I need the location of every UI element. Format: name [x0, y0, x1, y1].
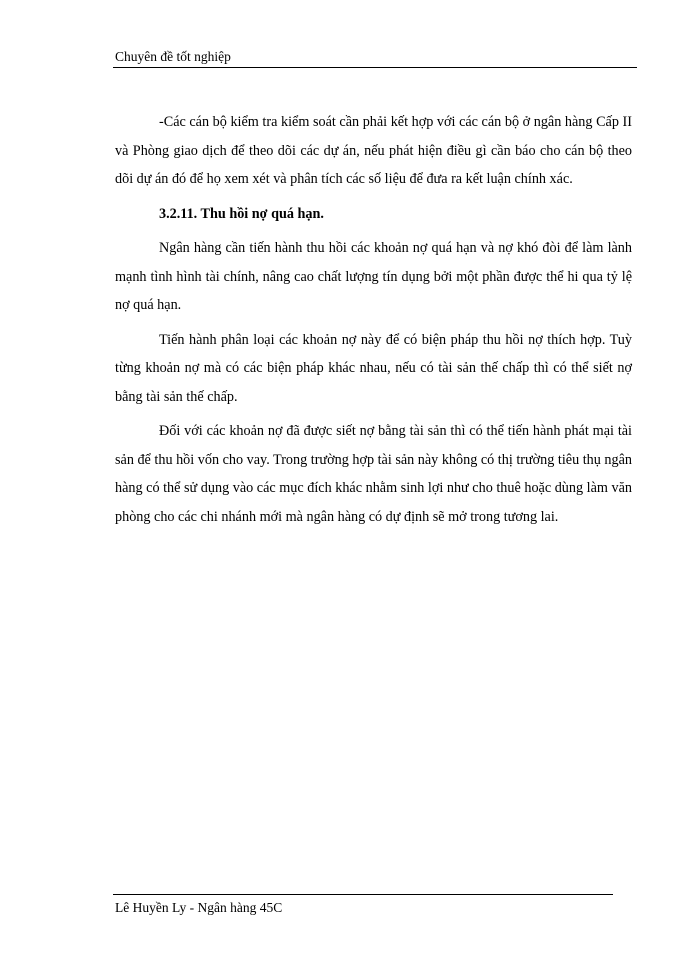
- paragraph-4: Đối với các khoản nợ đã được siết nợ bằng tài sản thì có thể tiến hành phát mại tài sản để thu hồi vốn cho vay. Trong trường hợp tài sản này không có thị trường tiêu thụ ngân hàng có thể sử dụng vào các mục đích khác nhằm sinh lợi như cho thuê hoặc dùng làm văn phòng cho các chi nhánh mới mà ngân hàng có dự định sẽ mở trong tương lai.: [115, 423, 632, 525]
- paragraph-3: Tiến hành phân loại các khoản nợ này để có biện pháp thu hồi nợ thích hợp. Tuỳ từng khoản nợ mà có các biện pháp khác nhau, nếu có tài sản thế chấp thì có thể siết nợ bằng tài sản thế chấp.: [115, 331, 632, 405]
- section-heading: 3.2.11. Thu hồi nợ quá hạn.: [159, 205, 324, 222]
- paragraph-2: Ngân hàng cần tiến hành thu hồi các khoản nợ quá hạn và nợ khó đòi để làm lành mạnh tình hình tài chính, nâng cao chất lượng tín dụng bởi một phần được thể hi qua tỷ lệ nợ quá hạn.: [115, 240, 632, 313]
- page-header: [113, 48, 637, 68]
- document-body: [115, 108, 632, 537]
- paragraph-1: -Các cán bộ kiểm tra kiểm soát cần phải kết hợp với các cán bộ ở ngân hàng Cấp II và Phòng giao dịch để theo dõi các dự án, nếu phát hiện điều gì cần báo cho cán bộ theo dõi dự án đó để họ xem xét và phân tích các số liệu để đưa ra kết luận chính xác.: [115, 114, 632, 187]
- footer-author: Lê Huyền Ly - Ngân hàng 45C: [115, 900, 283, 915]
- header-title: Chuyên đề tốt nghiệp: [115, 49, 231, 64]
- page-footer: [113, 894, 613, 915]
